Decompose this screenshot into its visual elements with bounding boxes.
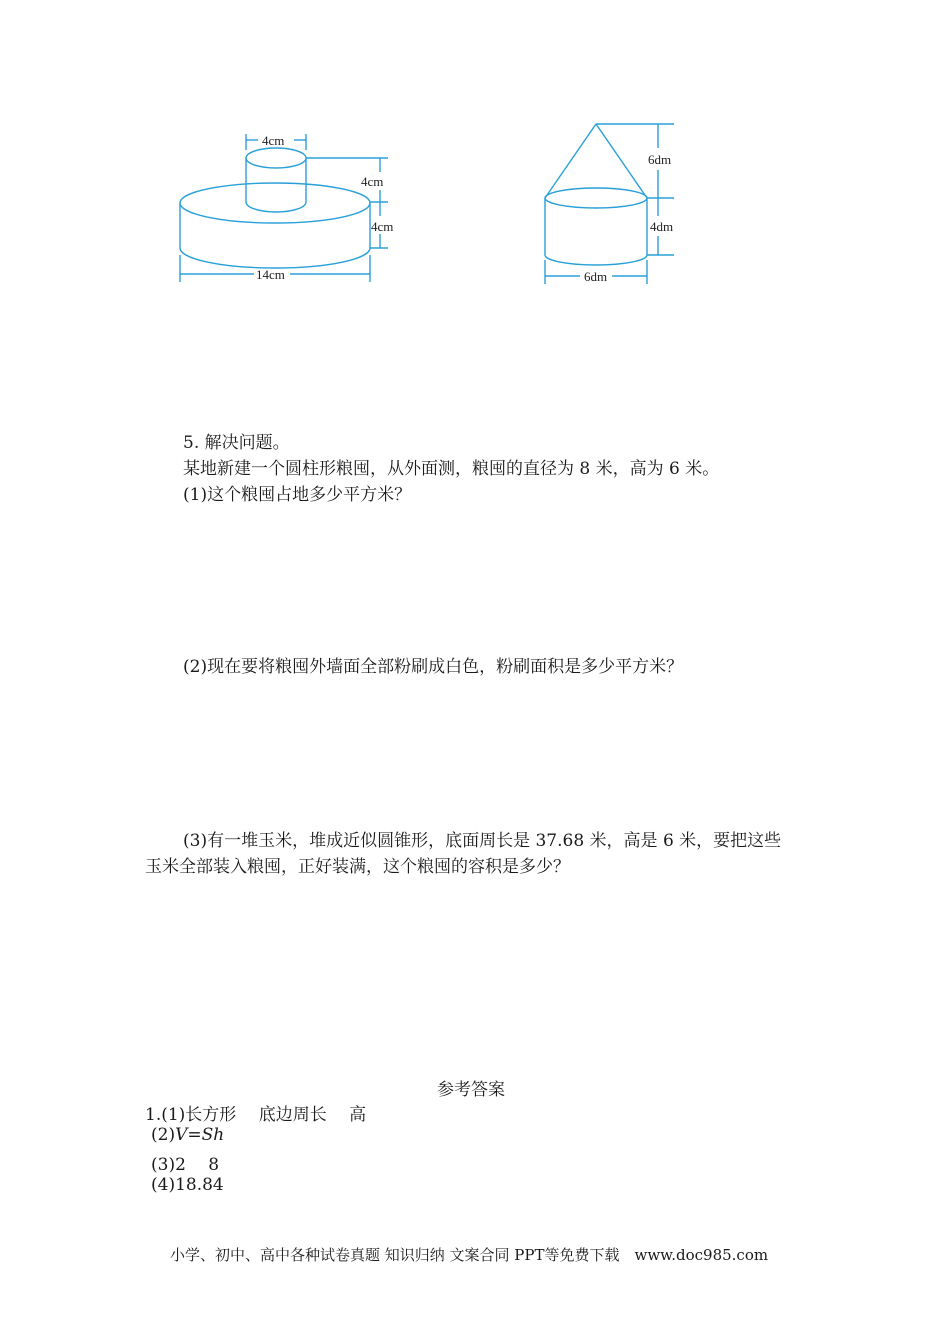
stacked-cylinders-drawing [170,120,400,290]
fig1-top-height: 4cm [361,174,384,189]
answer-1: 1.(1)长方形 底边周长 高 [145,1105,367,1125]
fig2-cyl-height: 4dm [650,219,674,234]
answer-2-formula: V=Sh [175,1125,225,1145]
answer-2 [151,1125,224,1145]
answers-title: 参考答案 [437,1080,505,1100]
fig2-cone-height: 6dm [648,152,672,167]
q5-part1: (1)这个粮囤占地多少平方米？ [183,485,412,505]
answer-3: (3)2 8 [151,1155,220,1175]
fig2-base-width: 6dm [584,269,608,284]
q5-part3-line2: 玉米全部装入粮囤，正好装满，这个粮囤的容积是多少？ [145,857,570,877]
fig1-base-height: 4cm [371,219,394,234]
q5-intro: 某地新建一个圆柱形粮囤，从外面测，粮囤的直径为 8 米，高为 6 米。 [183,459,720,479]
figure-cone-cylinder [530,118,690,290]
fig1-top-width: 4cm [262,133,285,148]
q5-part2: (2)现在要将粮囤外墙面全部粉刷成白色，粉刷面积是多少平方米？ [183,657,684,677]
answer-2-prefix: (2) [151,1125,176,1145]
footer-text: 小学、初中、高中各种试卷真题 知识归纳 文案合同 PPT等免费下载 www.doc985.com [170,1246,769,1264]
cone-cylinder-drawing [530,118,690,290]
figure-stacked-cylinders [170,120,400,290]
q5-part3-line1: (3)有一堆玉米，堆成近似圆锥形，底面周长是 37.68 米，高是 6 米，要把这些 [183,831,782,851]
q5-heading: 5. 解决问题。 [183,433,290,453]
fig1-base-width: 14cm [256,267,285,282]
answer-4: (4)18.84 [151,1175,224,1195]
